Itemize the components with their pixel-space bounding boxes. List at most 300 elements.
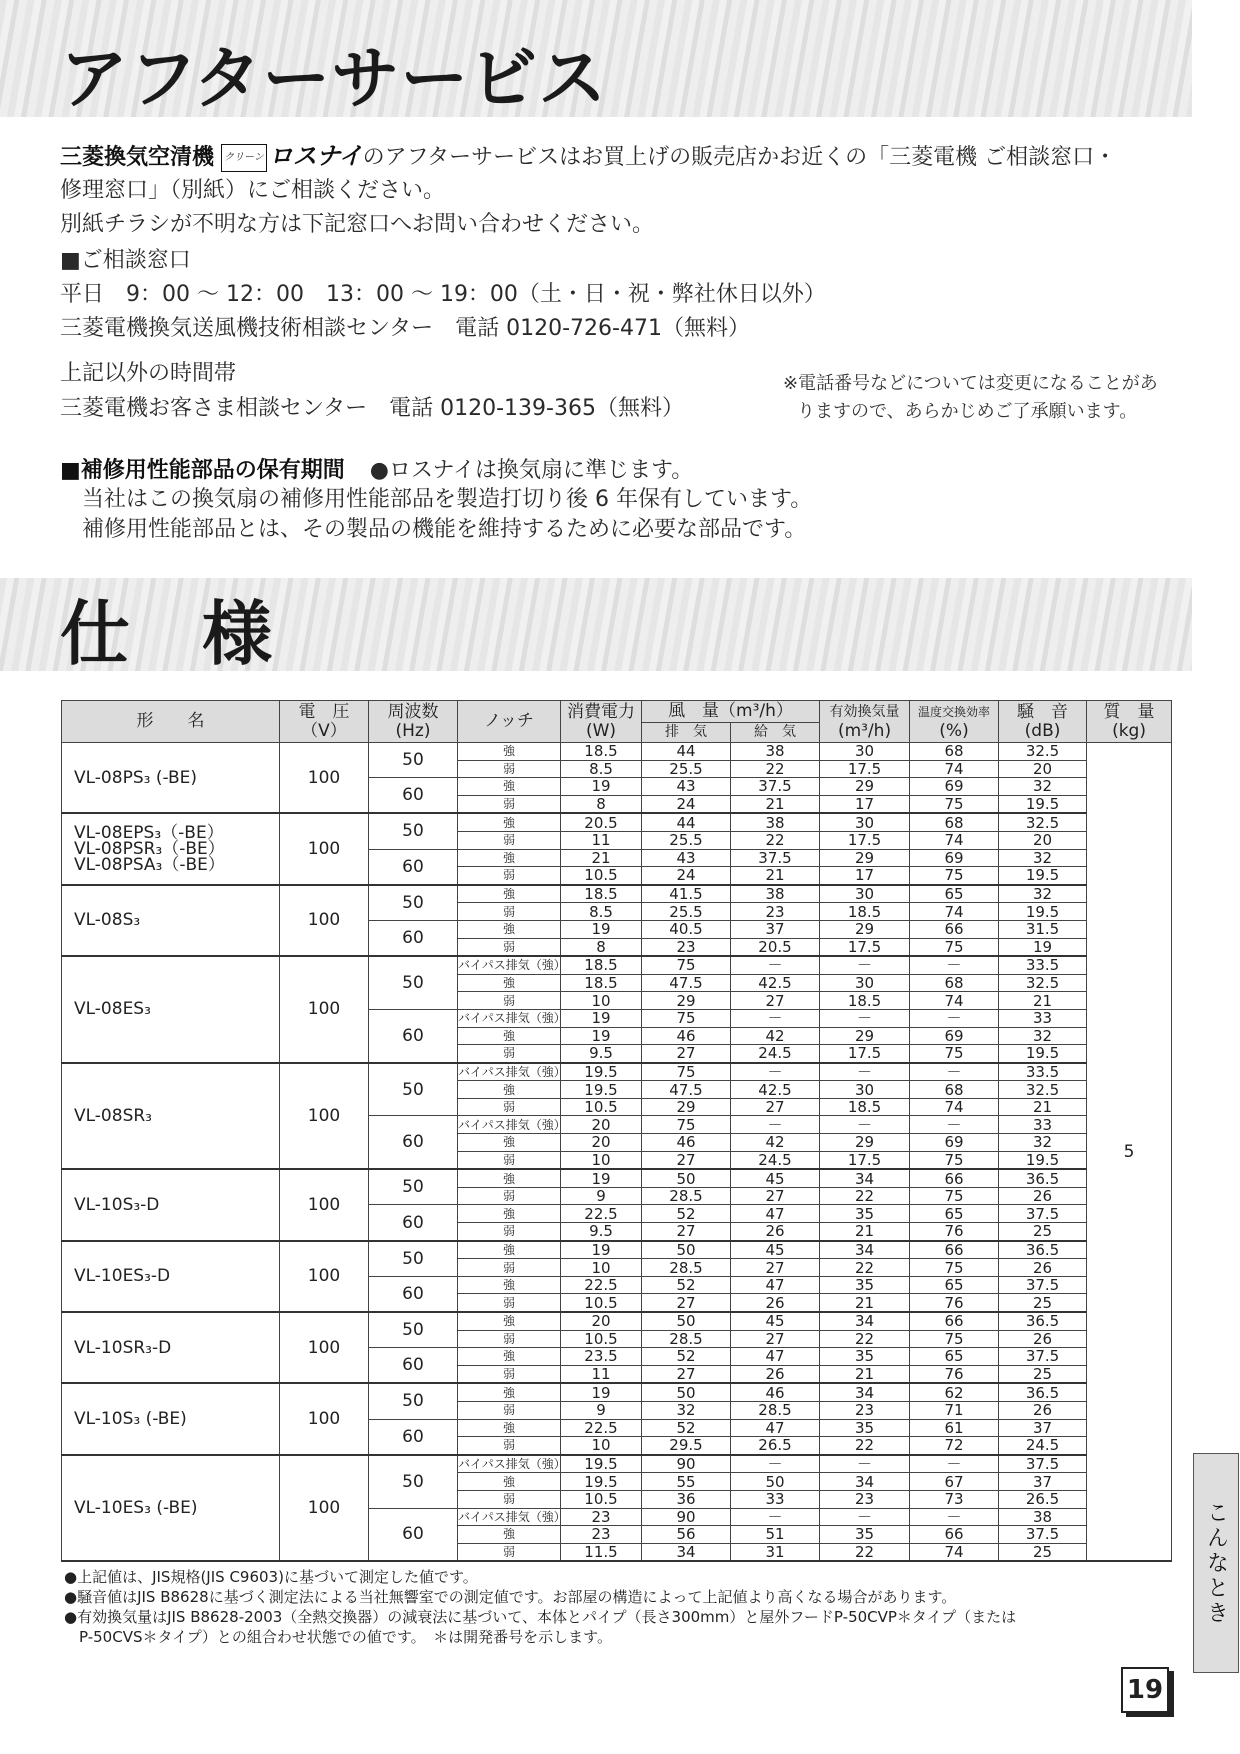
after-service-title: アフターサービス <box>60 40 608 119</box>
efficiency-cell: 68 <box>910 813 999 831</box>
spec-row <box>62 1063 1172 1081</box>
exhaust-cell: 50 <box>642 1169 731 1187</box>
effective-cell: 35 <box>820 1526 910 1544</box>
notch-cell: 弱 <box>458 1490 561 1508</box>
efficiency-cell: 74 <box>910 760 999 778</box>
supply-cell: － <box>731 956 820 974</box>
exhaust-cell: 27 <box>642 1045 731 1063</box>
noise-cell: 37.5 <box>999 1276 1087 1294</box>
supply-cell: 24.5 <box>731 1151 820 1169</box>
power-cell: 9.5 <box>561 1223 642 1241</box>
effective-cell: 17 <box>820 795 910 813</box>
spec-table <box>61 700 1172 1562</box>
frequency-cell: 50 <box>369 743 458 778</box>
spec-row <box>62 956 1172 974</box>
efficiency-cell: － <box>910 1009 999 1027</box>
exhaust-cell: 90 <box>642 1455 731 1473</box>
frequency-cell: 50 <box>369 813 458 849</box>
header-supply: 給 気 <box>731 723 820 743</box>
notch-cell: 強 <box>458 849 561 867</box>
efficiency-cell: 66 <box>910 1169 999 1187</box>
efficiency-cell: 72 <box>910 1437 999 1455</box>
efficiency-cell: － <box>910 956 999 974</box>
notch-cell: 強 <box>458 1383 561 1401</box>
frequency-cell: 50 <box>369 1063 458 1116</box>
effective-cell: 30 <box>820 813 910 831</box>
supply-cell: 31 <box>731 1543 820 1561</box>
notch-cell: 強 <box>458 1205 561 1223</box>
power-cell: 20 <box>561 1312 642 1330</box>
noise-cell: 33.5 <box>999 1063 1087 1081</box>
noise-cell: 37.5 <box>999 1455 1087 1473</box>
supply-cell: 45 <box>731 1312 820 1330</box>
effective-cell: 17.5 <box>820 760 910 778</box>
intro-line-1: 三菱換気空清機 クリーン ロスナイのアフターサービスはお買上げの販売店かお近くの「三菱電機 ご相談窓口・ <box>60 142 1117 170</box>
frequency-cell: 60 <box>369 1508 458 1561</box>
noise-cell: 37.5 <box>999 1348 1087 1366</box>
efficiency-cell: 66 <box>910 920 999 938</box>
supply-cell: 22 <box>731 831 820 849</box>
power-cell: 20.5 <box>561 813 642 831</box>
frequency-cell: 60 <box>369 1205 458 1241</box>
supply-cell: 47 <box>731 1205 820 1223</box>
voltage-cell: 100 <box>280 1383 369 1454</box>
exhaust-cell: 41.5 <box>642 885 731 903</box>
frequency-cell: 60 <box>369 849 458 885</box>
model-name-cell: VL-10ES₃ (-BE) <box>62 1455 280 1562</box>
supply-cell: 26 <box>731 1365 820 1383</box>
noise-cell: 21 <box>999 1098 1087 1116</box>
effective-cell: 17.5 <box>820 938 910 956</box>
power-cell: 19 <box>561 1169 642 1187</box>
supply-cell: 27 <box>731 1187 820 1205</box>
notch-cell: 強 <box>458 778 561 796</box>
frequency-cell: 60 <box>369 1419 458 1455</box>
noise-cell: 36.5 <box>999 1383 1087 1401</box>
efficiency-cell: 65 <box>910 1348 999 1366</box>
footnote-4: P-50CVS＊タイプ）との組合わせ状態での値です。 ＊は開発番号を示します。 <box>64 1628 612 1646</box>
notch-cell: 強 <box>458 1169 561 1187</box>
voltage-cell: 100 <box>280 743 369 814</box>
supply-cell: 21 <box>731 795 820 813</box>
header-temp-efficiency: 温度交換効率 (%) <box>910 701 999 743</box>
noise-cell: 32 <box>999 1134 1087 1152</box>
efficiency-cell: － <box>910 1508 999 1526</box>
notch-cell: 強 <box>458 1419 561 1437</box>
notch-cell: 弱 <box>458 760 561 778</box>
efficiency-cell: 74 <box>910 1098 999 1116</box>
header-voltage: 電 圧 （V） <box>280 701 369 743</box>
roesnai-logo: クリーン ロスナイ <box>221 145 363 170</box>
noise-cell: 26 <box>999 1330 1087 1348</box>
effective-cell: 17 <box>820 867 910 885</box>
noise-cell: 19.5 <box>999 903 1087 921</box>
effective-cell: 17.5 <box>820 1151 910 1169</box>
effective-cell: － <box>820 1508 910 1526</box>
supply-cell: 26 <box>731 1294 820 1312</box>
efficiency-cell: 75 <box>910 1151 999 1169</box>
efficiency-cell: 76 <box>910 1365 999 1383</box>
exhaust-cell: 52 <box>642 1276 731 1294</box>
intro-line-2: 修理窓口」（別紙）にご相談ください。 <box>60 178 446 203</box>
noise-cell: 37.5 <box>999 1205 1087 1223</box>
power-cell: 22.5 <box>561 1205 642 1223</box>
notch-cell: 弱 <box>458 1045 561 1063</box>
exhaust-cell: 75 <box>642 956 731 974</box>
model-name-cell: VL-10S₃ (-BE) <box>62 1383 280 1454</box>
exhaust-cell: 47.5 <box>642 1081 731 1099</box>
noise-cell: 20 <box>999 760 1087 778</box>
exhaust-cell: 29 <box>642 992 731 1010</box>
consult-hours: 平日 9：00 ～ 12：00 13：00 ～ 19：00（土・日・祝・弊社休日以外） <box>60 282 826 307</box>
effective-cell: 30 <box>820 1081 910 1099</box>
exhaust-cell: 44 <box>642 743 731 761</box>
header-mass: 質 量 (kg) <box>1087 701 1172 743</box>
parts-line-1: 当社はこの換気扇の補修用性能部品を製造打切り後 6 年保有しています。 <box>82 487 813 512</box>
footnote-3: ●有効換気量はJIS B8628-2003（全熱交換器）の減衰法に基づいて、本体とパイプ（長さ300mm）と屋外フードP-50CVP＊タイプ（または <box>64 1608 1017 1626</box>
header-model: 形 名 <box>62 701 280 743</box>
spec-row <box>62 1241 1172 1259</box>
effective-cell: 30 <box>820 743 910 761</box>
effective-cell: 29 <box>820 920 910 938</box>
supply-cell: 28.5 <box>731 1401 820 1419</box>
footnote-1: ●上記値は、JIS規格(JIS C9603)に基づいて測定した値です。 <box>64 1568 478 1586</box>
power-cell: 9 <box>561 1187 642 1205</box>
efficiency-cell: 61 <box>910 1419 999 1437</box>
voltage-cell: 100 <box>280 1241 369 1312</box>
noise-cell: 37 <box>999 1419 1087 1437</box>
exhaust-cell: 50 <box>642 1383 731 1401</box>
effective-cell: 34 <box>820 1383 910 1401</box>
power-cell: 19.5 <box>561 1455 642 1473</box>
effective-cell: － <box>820 1455 910 1473</box>
exhaust-cell: 55 <box>642 1473 731 1491</box>
noise-cell: 37 <box>999 1473 1087 1491</box>
power-cell: 9 <box>561 1401 642 1419</box>
effective-cell: － <box>820 1009 910 1027</box>
efficiency-cell: 76 <box>910 1223 999 1241</box>
noise-cell: 36.5 <box>999 1241 1087 1259</box>
noise-cell: 21 <box>999 992 1087 1010</box>
supply-cell: 20.5 <box>731 938 820 956</box>
effective-cell: 18.5 <box>820 992 910 1010</box>
supply-cell: 42.5 <box>731 974 820 992</box>
supply-cell: 37.5 <box>731 778 820 796</box>
power-cell: 8.5 <box>561 760 642 778</box>
power-cell: 22.5 <box>561 1276 642 1294</box>
power-cell: 11 <box>561 1365 642 1383</box>
efficiency-cell: 75 <box>910 1330 999 1348</box>
supply-cell: 37 <box>731 920 820 938</box>
power-cell: 20 <box>561 1116 642 1134</box>
noise-cell: 36.5 <box>999 1312 1087 1330</box>
noise-cell: 33 <box>999 1009 1087 1027</box>
power-cell: 10.5 <box>561 1490 642 1508</box>
power-cell: 19.5 <box>561 1081 642 1099</box>
noise-cell: 19 <box>999 938 1087 956</box>
exhaust-cell: 75 <box>642 1116 731 1134</box>
efficiency-cell: 75 <box>910 1045 999 1063</box>
noise-cell: 38 <box>999 1508 1087 1526</box>
effective-cell: 29 <box>820 1027 910 1045</box>
effective-cell: 21 <box>820 1294 910 1312</box>
supply-cell: 24.5 <box>731 1045 820 1063</box>
noise-cell: 31.5 <box>999 920 1087 938</box>
notch-cell: 弱 <box>458 1187 561 1205</box>
exhaust-cell: 28.5 <box>642 1187 731 1205</box>
noise-cell: 26.5 <box>999 1490 1087 1508</box>
noise-cell: 36.5 <box>999 1169 1087 1187</box>
exhaust-cell: 46 <box>642 1027 731 1045</box>
efficiency-cell: 73 <box>910 1490 999 1508</box>
exhaust-cell: 40.5 <box>642 920 731 938</box>
efficiency-cell: 65 <box>910 1276 999 1294</box>
effective-cell: 29 <box>820 1134 910 1152</box>
effective-cell: 34 <box>820 1312 910 1330</box>
power-cell: 11 <box>561 831 642 849</box>
power-cell: 10 <box>561 1151 642 1169</box>
supply-cell: 46 <box>731 1383 820 1401</box>
exhaust-cell: 28.5 <box>642 1259 731 1277</box>
frequency-cell: 60 <box>369 778 458 814</box>
voltage-cell: 100 <box>280 1063 369 1170</box>
notch-cell: 弱 <box>458 1223 561 1241</box>
exhaust-cell: 28.5 <box>642 1330 731 1348</box>
header-frequency: 周波数 (Hz) <box>369 701 458 743</box>
power-cell: 19 <box>561 1009 642 1027</box>
notch-cell: 弱 <box>458 1365 561 1383</box>
notch-cell: 弱 <box>458 867 561 885</box>
parts-heading: ■補修用性能部品の保有期間 ●ロスナイは換気扇に準じます。 <box>60 458 694 483</box>
power-cell: 22.5 <box>561 1419 642 1437</box>
consult-heading: ■ご相談窓口 <box>60 248 191 273</box>
noise-cell: 25 <box>999 1223 1087 1241</box>
exhaust-cell: 90 <box>642 1508 731 1526</box>
noise-cell: 26 <box>999 1401 1087 1419</box>
notch-cell: 強 <box>458 1241 561 1259</box>
exhaust-cell: 43 <box>642 849 731 867</box>
effective-cell: 22 <box>820 1187 910 1205</box>
supply-cell: 27 <box>731 1330 820 1348</box>
power-cell: 23 <box>561 1508 642 1526</box>
effective-cell: 18.5 <box>820 1098 910 1116</box>
frequency-cell: 60 <box>369 920 458 956</box>
notch-cell: 弱 <box>458 1294 561 1312</box>
efficiency-cell: 69 <box>910 778 999 796</box>
power-cell: 18.5 <box>561 956 642 974</box>
power-cell: 18.5 <box>561 974 642 992</box>
power-cell: 10 <box>561 1437 642 1455</box>
notch-cell: 強 <box>458 1526 561 1544</box>
efficiency-cell: 66 <box>910 1312 999 1330</box>
noise-cell: 37.5 <box>999 1526 1087 1544</box>
effective-cell: 29 <box>820 849 910 867</box>
notch-cell: 弱 <box>458 1543 561 1561</box>
model-name-cell: VL-10SR₃-D <box>62 1312 280 1383</box>
model-name-cell: VL-10ES₃-D <box>62 1241 280 1312</box>
notch-cell: 強 <box>458 1312 561 1330</box>
supply-cell: 47 <box>731 1419 820 1437</box>
header-airflow: 風 量（m³/h） <box>642 701 820 723</box>
frequency-cell: 60 <box>369 1276 458 1312</box>
exhaust-cell: 75 <box>642 1009 731 1027</box>
exhaust-cell: 27 <box>642 1223 731 1241</box>
effective-cell: 22 <box>820 1330 910 1348</box>
notch-cell: 弱 <box>458 1330 561 1348</box>
efficiency-cell: 75 <box>910 938 999 956</box>
noise-cell: 25 <box>999 1365 1087 1383</box>
efficiency-cell: 65 <box>910 1205 999 1223</box>
power-cell: 10.5 <box>561 1098 642 1116</box>
efficiency-cell: 67 <box>910 1473 999 1491</box>
power-cell: 18.5 <box>561 885 642 903</box>
notch-cell: 弱 <box>458 1098 561 1116</box>
supply-cell: 38 <box>731 885 820 903</box>
model-name-cell: VL-10S₃-D <box>62 1169 280 1240</box>
exhaust-cell: 46 <box>642 1134 731 1152</box>
frequency-cell: 60 <box>369 1348 458 1384</box>
efficiency-cell: 66 <box>910 1526 999 1544</box>
effective-cell: － <box>820 956 910 974</box>
power-cell: 10.5 <box>561 1294 642 1312</box>
spec-row <box>62 743 1172 761</box>
noise-cell: 26 <box>999 1187 1087 1205</box>
notch-cell: 強 <box>458 743 561 761</box>
other-hours-label: 上記以外の時間帯 <box>60 361 237 386</box>
intro-brand: 三菱換気空清機 <box>60 145 215 170</box>
notch-cell: 弱 <box>458 992 561 1010</box>
supply-cell: － <box>731 1455 820 1473</box>
exhaust-cell: 36 <box>642 1490 731 1508</box>
efficiency-cell: － <box>910 1116 999 1134</box>
notch-cell: 強 <box>458 1081 561 1099</box>
efficiency-cell: 68 <box>910 974 999 992</box>
noise-cell: 32.5 <box>999 1081 1087 1099</box>
exhaust-cell: 52 <box>642 1205 731 1223</box>
frequency-cell: 60 <box>369 1009 458 1062</box>
exhaust-cell: 27 <box>642 1365 731 1383</box>
effective-cell: 17.5 <box>820 1045 910 1063</box>
exhaust-cell: 25.5 <box>642 903 731 921</box>
supply-cell: 47 <box>731 1348 820 1366</box>
frequency-cell: 50 <box>369 956 458 1009</box>
header-effective-ventilation: 有効換気量 (m³/h) <box>820 701 910 743</box>
header-power: 消費電力 (W) <box>561 701 642 743</box>
voltage-cell: 100 <box>280 1455 369 1562</box>
notch-cell: 弱 <box>458 1401 561 1419</box>
exhaust-cell: 75 <box>642 1063 731 1081</box>
effective-cell: 30 <box>820 974 910 992</box>
frequency-cell: 50 <box>369 1383 458 1419</box>
supply-cell: 37.5 <box>731 849 820 867</box>
power-cell: 10 <box>561 1259 642 1277</box>
customer-center-phone: 三菱電機お客さま相談センター 電話 0120-139-365（無料） <box>60 396 684 421</box>
power-cell: 20 <box>561 1134 642 1152</box>
exhaust-cell: 23 <box>642 938 731 956</box>
mass-cell: 5 <box>1087 743 1172 1562</box>
effective-cell: 21 <box>820 1365 910 1383</box>
header-notch: ノッチ <box>458 701 561 743</box>
notch-cell: 弱 <box>458 1259 561 1277</box>
voltage-cell: 100 <box>280 956 369 1063</box>
frequency-cell: 50 <box>369 885 458 921</box>
notch-cell: バイパス排気（強） <box>458 956 561 974</box>
power-cell: 9.5 <box>561 1045 642 1063</box>
effective-cell: 22 <box>820 1437 910 1455</box>
effective-cell: 34 <box>820 1169 910 1187</box>
notch-cell: バイパス排気（強） <box>458 1509 566 1524</box>
effective-cell: 35 <box>820 1348 910 1366</box>
model-name-cell: VL-08SR₃ <box>62 1063 280 1170</box>
efficiency-cell: 75 <box>910 867 999 885</box>
exhaust-cell: 29.5 <box>642 1437 731 1455</box>
effective-cell: 23 <box>820 1490 910 1508</box>
power-cell: 19 <box>561 778 642 796</box>
supply-cell: 42 <box>731 1134 820 1152</box>
notch-cell: 弱 <box>458 1151 561 1169</box>
voltage-cell: 100 <box>280 1169 369 1240</box>
power-cell: 11.5 <box>561 1543 642 1561</box>
notch-cell: 強 <box>458 920 561 938</box>
voltage-cell: 100 <box>280 1312 369 1383</box>
notch-cell: 強 <box>458 974 561 992</box>
power-cell: 19 <box>561 1241 642 1259</box>
efficiency-cell: 71 <box>910 1401 999 1419</box>
efficiency-cell: － <box>910 1063 999 1081</box>
spec-row <box>62 1455 1172 1473</box>
supply-cell: － <box>731 1116 820 1134</box>
section-side-tab[interactable]: こんなとき <box>1193 1453 1239 1673</box>
power-cell: 19 <box>561 920 642 938</box>
efficiency-cell: 74 <box>910 903 999 921</box>
noise-cell: 32.5 <box>999 813 1087 831</box>
efficiency-cell: 74 <box>910 992 999 1010</box>
notch-cell: 強 <box>458 1276 561 1294</box>
effective-cell: 22 <box>820 1543 910 1561</box>
efficiency-cell: 69 <box>910 1134 999 1152</box>
frequency-cell: 60 <box>369 1116 458 1169</box>
supply-cell: 47 <box>731 1276 820 1294</box>
header-exhaust: 排 気 <box>642 723 731 743</box>
notch-cell: 弱 <box>458 1437 561 1455</box>
efficiency-cell: 75 <box>910 1187 999 1205</box>
efficiency-cell: 76 <box>910 1294 999 1312</box>
efficiency-cell: 68 <box>910 1081 999 1099</box>
spec-row <box>62 1312 1172 1330</box>
intro-line-3: 別紙チラシが不明な方は下記窓口へお問い合わせください。 <box>60 212 655 237</box>
exhaust-cell: 52 <box>642 1348 731 1366</box>
spec-row <box>62 1169 1172 1187</box>
exhaust-cell: 56 <box>642 1526 731 1544</box>
model-name-cell: VL-08ES₃ <box>62 956 280 1063</box>
notch-cell: 弱 <box>458 795 561 813</box>
supply-cell: 22 <box>731 760 820 778</box>
frequency-cell: 50 <box>369 1241 458 1277</box>
supply-cell: － <box>731 1063 820 1081</box>
spec-row <box>62 1383 1172 1401</box>
noise-cell: 33 <box>999 1116 1087 1134</box>
supply-cell: － <box>731 1009 820 1027</box>
exhaust-cell: 50 <box>642 1312 731 1330</box>
noise-cell: 19.5 <box>999 795 1087 813</box>
power-cell: 10.5 <box>561 1330 642 1348</box>
noise-cell: 19.5 <box>999 1045 1087 1063</box>
notch-cell: 強 <box>458 813 561 831</box>
supply-cell: 42 <box>731 1027 820 1045</box>
supply-cell: 38 <box>731 743 820 761</box>
exhaust-cell: 25.5 <box>642 831 731 849</box>
noise-cell: 32 <box>999 849 1087 867</box>
